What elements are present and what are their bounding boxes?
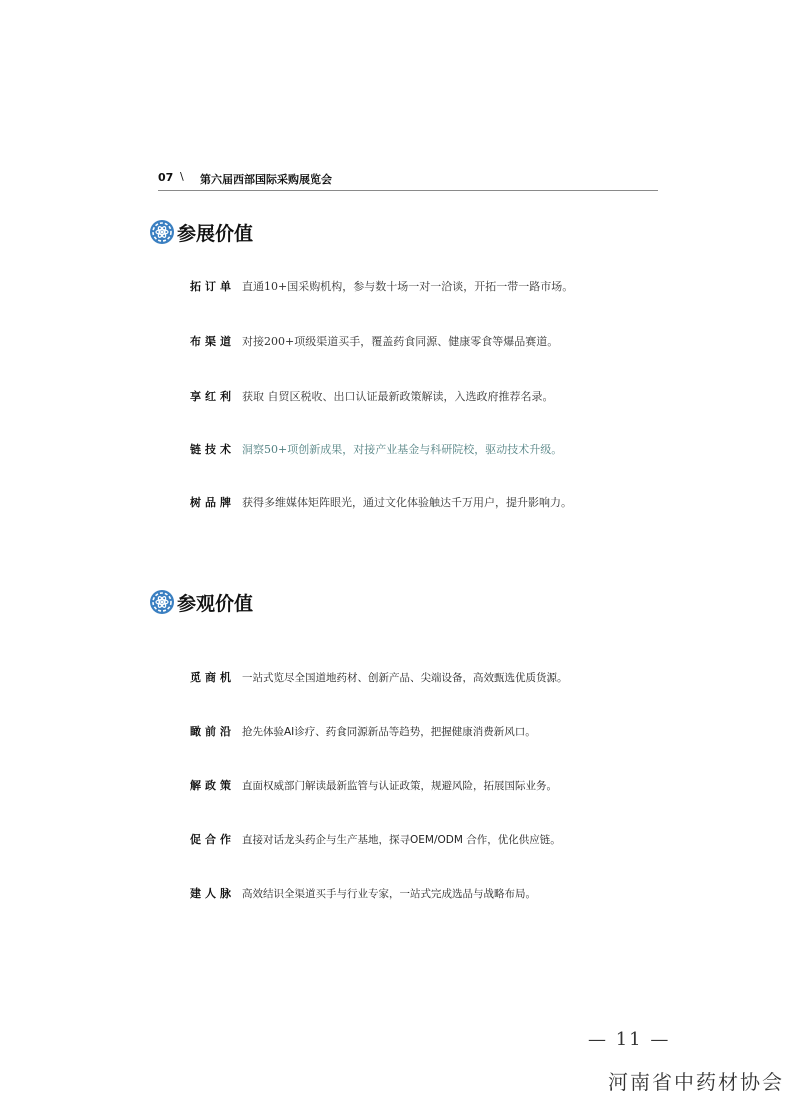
item-label: 解政策 — [190, 779, 235, 792]
item-label: 布渠道 — [190, 335, 235, 348]
list-item — [190, 331, 650, 351]
item-label: 树品牌 — [190, 496, 235, 509]
atom-gear-icon — [149, 589, 175, 615]
item-text: 高效结识全渠道买手与行业专家，一站式完成选品与战略布局。 — [242, 887, 536, 900]
header-title: 第六届西部国际采购展览会 — [200, 173, 332, 186]
atom-gear-icon — [149, 219, 175, 245]
item-label: 拓订单 — [190, 280, 235, 293]
chapter-number: 07 — [158, 171, 174, 184]
section-title-text: 参展价值 — [177, 222, 254, 245]
item-text: 获得多维媒体矩阵眼光，通过文化体验触达千万用户，提升影响力。 — [242, 496, 572, 509]
list-item — [190, 667, 650, 687]
item-text: 获取 自贸区税收、出口认证最新政策解读，入选政府推荐名录。 — [242, 390, 554, 403]
item-text: 直面权威部门解读最新监管与认证政策，规避风险，拓展国际业务。 — [242, 779, 557, 792]
item-label: 瞰前沿 — [190, 725, 235, 738]
item-label: 链技术 — [190, 443, 235, 456]
item-text: 一站式览尽全国道地药材、创新产品、尖端设备，高效甄选优质货源。 — [242, 671, 568, 684]
item-text: 对接200+项级渠道买手，覆盖药食同源、健康零食等爆品赛道。 — [242, 335, 559, 348]
section-title-exhibit-value — [149, 218, 253, 246]
page-number: — 11 — — [588, 1029, 671, 1050]
page-header — [158, 168, 658, 191]
organization-name: 河南省中药材协会 — [608, 1070, 784, 1094]
item-text: 抢先体验AI诊疗、药食同源新品等趋势，把握健康消费新风口。 — [242, 725, 536, 738]
list-item — [190, 721, 650, 741]
item-text: 直接对话龙头药企与生产基地，探寻OEM/ODM 合作，优化供应链。 — [242, 833, 561, 846]
list-item — [190, 775, 650, 795]
section-title-visit-value — [149, 588, 253, 616]
list-item — [190, 386, 650, 406]
list-item — [190, 492, 650, 512]
list-item — [190, 276, 650, 296]
item-label: 建人脉 — [190, 887, 235, 900]
section-title-text: 参观价值 — [177, 592, 254, 615]
item-label: 觅商机 — [190, 671, 235, 684]
item-text: 洞察50+项创新成果，对接产业基金与科研院校，驱动技术升级。 — [242, 443, 563, 456]
header-separator: \ — [180, 170, 184, 183]
list-item — [190, 883, 650, 903]
item-text: 直通10+国采购机构，参与数十场一对一洽谈，开拓一带一路市场。 — [242, 280, 574, 293]
list-item — [190, 439, 650, 459]
item-label: 享红利 — [190, 390, 235, 403]
item-label: 促合作 — [190, 833, 235, 846]
list-item — [190, 829, 650, 849]
